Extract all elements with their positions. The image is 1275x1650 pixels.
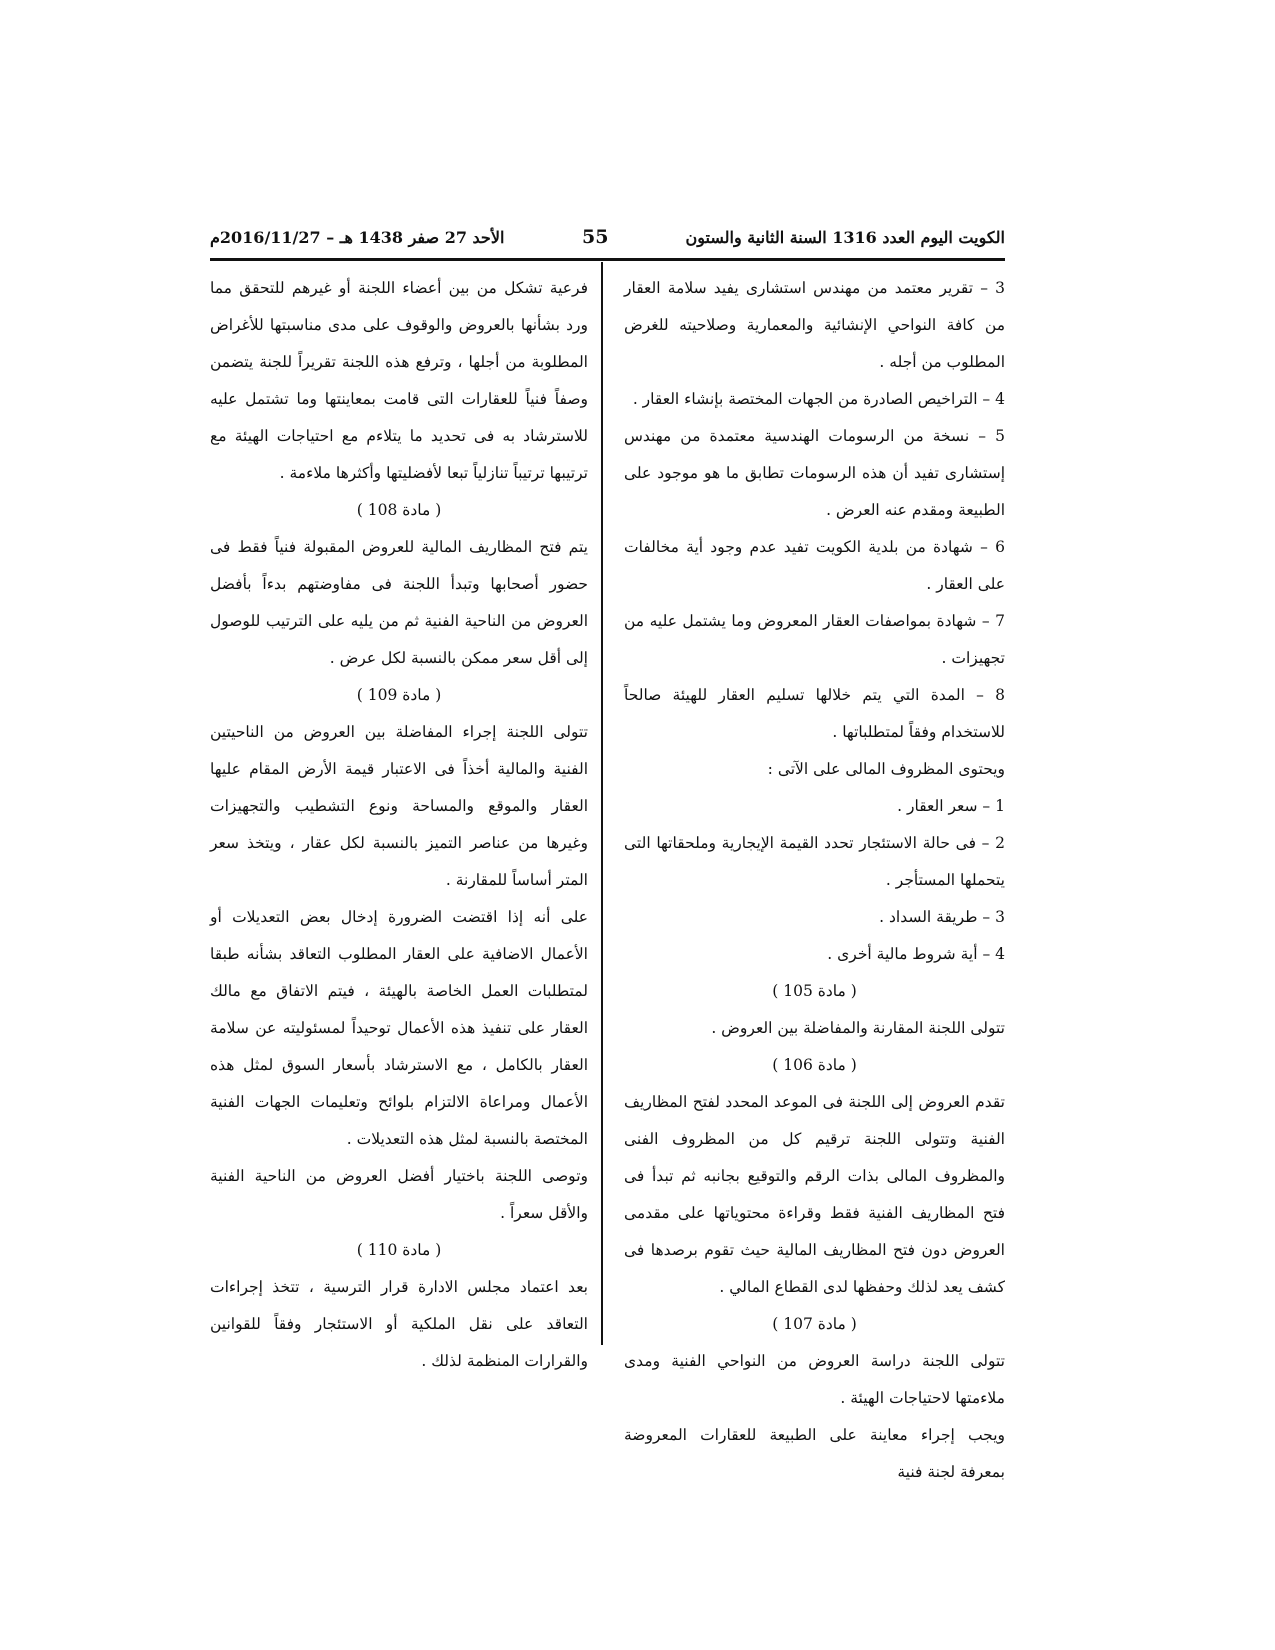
article-107-title: ( مادة 107 ) bbox=[772, 1315, 857, 1333]
financial-item-3: 3 – طريقة السداد . bbox=[879, 908, 1005, 926]
article-106-title: ( مادة 106 ) bbox=[772, 1056, 857, 1074]
article-106-text: تقدم العروض إلى اللجنة فى الموعد المحدد لفتح المظاريف الفنية وتتولى اللجنة ترقيم كل من المظروف الفنى والمظروف المالى بذات الرقم والتوقيع بجانبه ثم تبدأ فى فتح المظاريف الفنية فقط وقراءة محتوياتها على مقدمى العروض دون فتح المظاريف المالية حيث تقوم برصدها فى كشف يعد لذلك وحفظها لدى القطاع المالي . bbox=[624, 1093, 1005, 1296]
right-column bbox=[624, 270, 1005, 1491]
article-109-title: ( مادة 109 ) bbox=[356, 686, 442, 704]
financial-item-4: 4 – أية شروط مالية أخرى . bbox=[827, 945, 1005, 963]
item-3: 3 – تقرير معتمد من مهندس استشارى يفيد سلامة العقار من كافة النواحي الإنشائية والمعمارية وصلاحيته للغرض المطلوب من أجله . bbox=[624, 279, 1005, 371]
article-108-title: ( مادة 108 ) bbox=[356, 501, 442, 519]
article-110-title: ( مادة 110 ) bbox=[356, 1241, 442, 1259]
publication-title: الكويت اليوم العدد 1316 السنة الثانية والستون bbox=[685, 228, 1005, 247]
article-109-text-1: تتولى اللجنة إجراء المفاضلة بين العروض من الناحيتين الفنية والمالية أخذاً فى الاعتبار قيمة الأرض المقام عليها العقار والموقع والمساحة ونوع التشطيب والتجهيزات وغيرها من عناصر التميز بالنسبة لكل عقار ، ويتخذ سعر المتر أساساً للمقارنة . bbox=[210, 723, 588, 889]
page-number: 55 bbox=[582, 226, 609, 248]
header-rule bbox=[210, 258, 1005, 261]
issue-date: الأحد 27 صفر 1438 هـ – 2016/11/27م bbox=[210, 228, 505, 247]
article-107-text-2: ويجب إجراء معاينة على الطبيعة للعقارات المعروضة بمعرفة لجنة فنية bbox=[624, 1426, 1005, 1481]
article-105-text: تتولى اللجنة المقارنة والمفاضلة بين العروض . bbox=[711, 1019, 1005, 1037]
article-105-title: ( مادة 105 ) bbox=[772, 982, 857, 1000]
left-column bbox=[210, 270, 588, 1380]
article-109-text-3: وتوصى اللجنة باختيار أفضل العروض من الناحية الفنية والأقل سعراً . bbox=[210, 1167, 588, 1222]
article-108-text: يتم فتح المظاريف المالية للعروض المقبولة فنياً فقط فى حضور أصحابها وتبدأ اللجنة فى مفاوضتهم بدءاً بأفضل العروض من الناحية الفنية ثم من يليه على الترتيب للوصول إلى أقل سعر ممكن بالنسبة لكل عرض . bbox=[210, 538, 588, 667]
article-107-text-1: تتولى اللجنة دراسة العروض من النواحي الفنية ومدى ملاءمتها لاحتياجات الهيئة . bbox=[624, 1352, 1005, 1407]
item-4: 4 – التراخيص الصادرة من الجهات المختصة بإنشاء العقار . bbox=[632, 390, 1005, 408]
page-header bbox=[210, 220, 1005, 258]
financial-intro: ويحتوى المظروف المالى على الآتى : bbox=[767, 760, 1005, 778]
article-109-text-2: على أنه إذا اقتضت الضرورة إدخال بعض التعديلات أو الأعمال الاضافية على العقار المطلوب التعاقد بشأنه طبقا لمتطلبات العمل الخاصة بالهيئة ، فيتم الاتفاق مع مالك العقار على تنفيذ هذه الأعمال توحيداً لمسئوليته عن سلامة العقار بالكامل ، مع الاسترشاد بأسعار السوق لمثل هذه الأعمال ومراعاة الالتزام بلوائح وتعليمات الجهات الفنية المختصة بالنسبة لمثل هذه التعديلات . bbox=[210, 908, 588, 1148]
item-7: 7 – شهادة بمواصفات العقار المعروض وما يشتمل عليه من تجهيزات . bbox=[624, 612, 1005, 667]
article-110-text: بعد اعتماد مجلس الادارة قرار الترسية ، تتخذ إجراءات التعاقد على نقل الملكية أو الاستئجار وفقاً للقوانين والقرارات المنظمة لذلك . bbox=[210, 1278, 588, 1370]
item-8: 8 – المدة التي يتم خلالها تسليم العقار للهيئة صالحاً للاستخدام وفقاً لمتطلباتها . bbox=[624, 686, 1005, 741]
item-6: 6 – شهادة من بلدية الكويت تفيد عدم وجود أية مخالفات على العقار . bbox=[624, 538, 1005, 593]
item-5: 5 – نسخة من الرسومات الهندسية معتمدة من مهندس إستشارى تفيد أن هذه الرسومات تطابق ما هو موجود على الطبيعة ومقدم عنه العرض . bbox=[624, 427, 1005, 519]
financial-item-1: 1 – سعر العقار . bbox=[897, 797, 1005, 815]
article-107-continued: فرعية تشكل من بين أعضاء اللجنة أو غيرهم للتحقق مما ورد بشأنها بالعروض والوقوف على مدى مناسبتها للأغراض المطلوبة من أجلها ، وترفع هذه اللجنة تقريراً للجنة يتضمن وصفاً فنياً للعقارات التى قامت بمعاينتها وما تشتمل عليه للاسترشاد به فى تحديد ما يتلاءم مع احتياجات الهيئة مع ترتيبها ترتيباً تنازلياً تبعا لأفضليتها وأكثرها ملاءمة . bbox=[210, 279, 588, 482]
financial-item-2: 2 – فى حالة الاستئجار تحدد القيمة الإيجارية وملحقاتها التى يتحملها المستأجر . bbox=[624, 834, 1005, 889]
column-divider bbox=[601, 262, 603, 1345]
